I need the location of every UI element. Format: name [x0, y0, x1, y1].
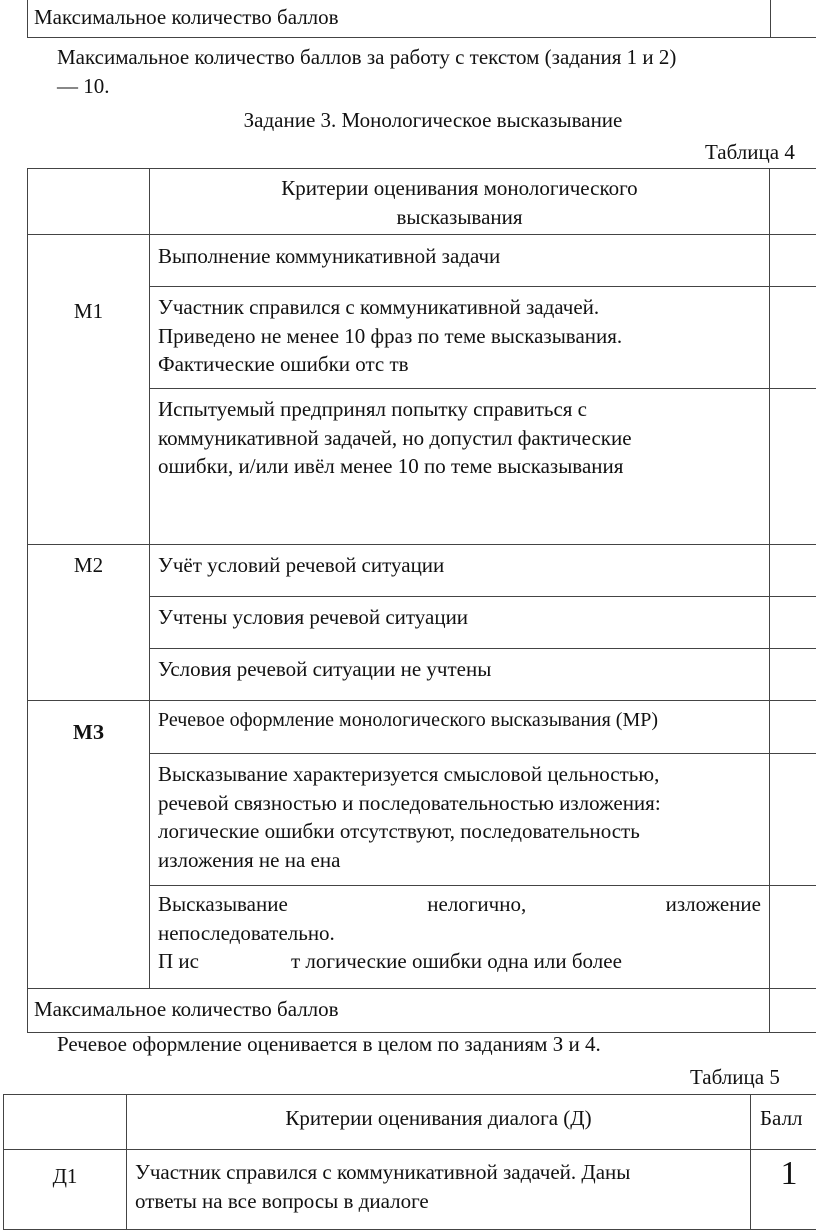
table4-total-row	[28, 989, 816, 1033]
m2-option2-points	[770, 649, 816, 701]
paragraph-speech-note: Речевое оформление оценивается в целом по заданиям З и 4.	[57, 1030, 816, 1059]
text-line: изложения не на ена	[158, 848, 340, 872]
d1-row	[4, 1150, 816, 1230]
m2-option1-points	[770, 597, 816, 649]
text-line: коммуникативной задачей, но допустил фактические	[158, 426, 632, 450]
m1-option1-row	[28, 287, 816, 389]
d1-code: Д1	[4, 1150, 127, 1230]
table4-caption: Таблица 4	[705, 138, 795, 167]
table-5	[3, 1094, 816, 1230]
text-line: логические ошибки отсутствуют, последовательность	[158, 819, 640, 843]
text-fragment: т логические ошибки одна или более	[291, 949, 622, 973]
m3-option1-text	[150, 754, 770, 886]
points-cell	[770, 235, 816, 287]
text-line	[158, 947, 761, 976]
code-header-cell	[28, 169, 150, 235]
m1-top-cell	[28, 235, 150, 287]
criteria-header-cell	[150, 169, 770, 235]
dialog-criteria-header: Критерии оценивания диалога (Д)	[127, 1095, 751, 1150]
max-points-value	[771, 0, 816, 38]
task3-title: Задание 3. Монологическое высказывание	[0, 106, 816, 135]
points-header: Балл	[751, 1095, 816, 1150]
points-cell	[770, 545, 816, 597]
text-line: Фактические ошибки отс тв	[158, 352, 409, 376]
text-line: ошибки, и/или ивёл менее 10 по теме высказывания	[158, 454, 623, 478]
code-header-cell	[4, 1095, 127, 1150]
m1-option2-points	[770, 389, 816, 545]
table4-max-value	[770, 989, 816, 1033]
paragraph-line: — 10.	[57, 74, 110, 98]
m1-code: М1	[28, 287, 150, 545]
d1-points: 1	[751, 1150, 816, 1230]
text-line: речевой связностью и последовательностью изложения:	[158, 791, 661, 815]
text-line: Высказывание характеризуется смысловой цельностью,	[158, 762, 659, 786]
m3-option2-points	[770, 886, 816, 989]
text-line: Испытуемый предпринял попытку справиться с	[158, 397, 587, 421]
table4-header-row	[28, 169, 816, 235]
m2-option2-text: Условия речевой ситуации не учтены	[150, 649, 770, 701]
criteria-header-line: Критерии оценивания монологического	[281, 176, 637, 200]
m1-heading-row	[28, 235, 816, 287]
criteria-header-line: высказывания	[396, 205, 522, 229]
m1-heading: Выполнение коммуникативной задачи	[150, 235, 770, 287]
text-line: ответы на все вопросы в диалоге	[135, 1189, 429, 1213]
m3-heading-row	[28, 701, 816, 754]
m2-heading-row	[28, 545, 816, 597]
table-4	[27, 168, 816, 1033]
table5-header-row	[4, 1095, 816, 1150]
text-line: непоследовательно.	[158, 919, 761, 948]
m3-heading: Речевое оформление монологического высказывания (МР)	[150, 701, 770, 754]
points-header-cell	[770, 169, 816, 235]
table4-max-label: Максимальное количество баллов	[28, 989, 770, 1033]
top-summary-table	[27, 0, 816, 38]
text-line: Высказывание нелогично, изложение	[158, 890, 761, 919]
m2-code: М2	[28, 545, 150, 701]
m1-option1-text	[150, 287, 770, 389]
m1-option1-points	[770, 287, 816, 389]
m2-option1-text: Учтены условия речевой ситуации	[150, 597, 770, 649]
text-line: Участник справился с коммуникативной задачей.	[158, 295, 599, 319]
paragraph-line: Максимальное количество баллов за работу с текстом (задания 1 и 2)	[57, 45, 676, 69]
m2-heading: Учёт условий речевой ситуации	[150, 545, 770, 597]
table5-caption: Таблица 5	[690, 1063, 780, 1092]
text-fragment: П ис	[158, 949, 199, 973]
max-points-label: Максимальное количество баллов	[28, 0, 771, 38]
m3-option2-text	[150, 886, 770, 989]
points-cell	[770, 701, 816, 754]
text-line: Участник справился с коммуникативной задачей. Даны	[135, 1160, 630, 1184]
text-line: Приведено не менее 10 фраз по теме высказывания.	[158, 324, 622, 348]
m1-option2-text	[150, 389, 770, 545]
d1-text	[127, 1150, 751, 1230]
paragraph-max-text-points	[57, 43, 816, 100]
m3-code: МЗ	[28, 701, 150, 989]
m3-option1-points	[770, 754, 816, 886]
